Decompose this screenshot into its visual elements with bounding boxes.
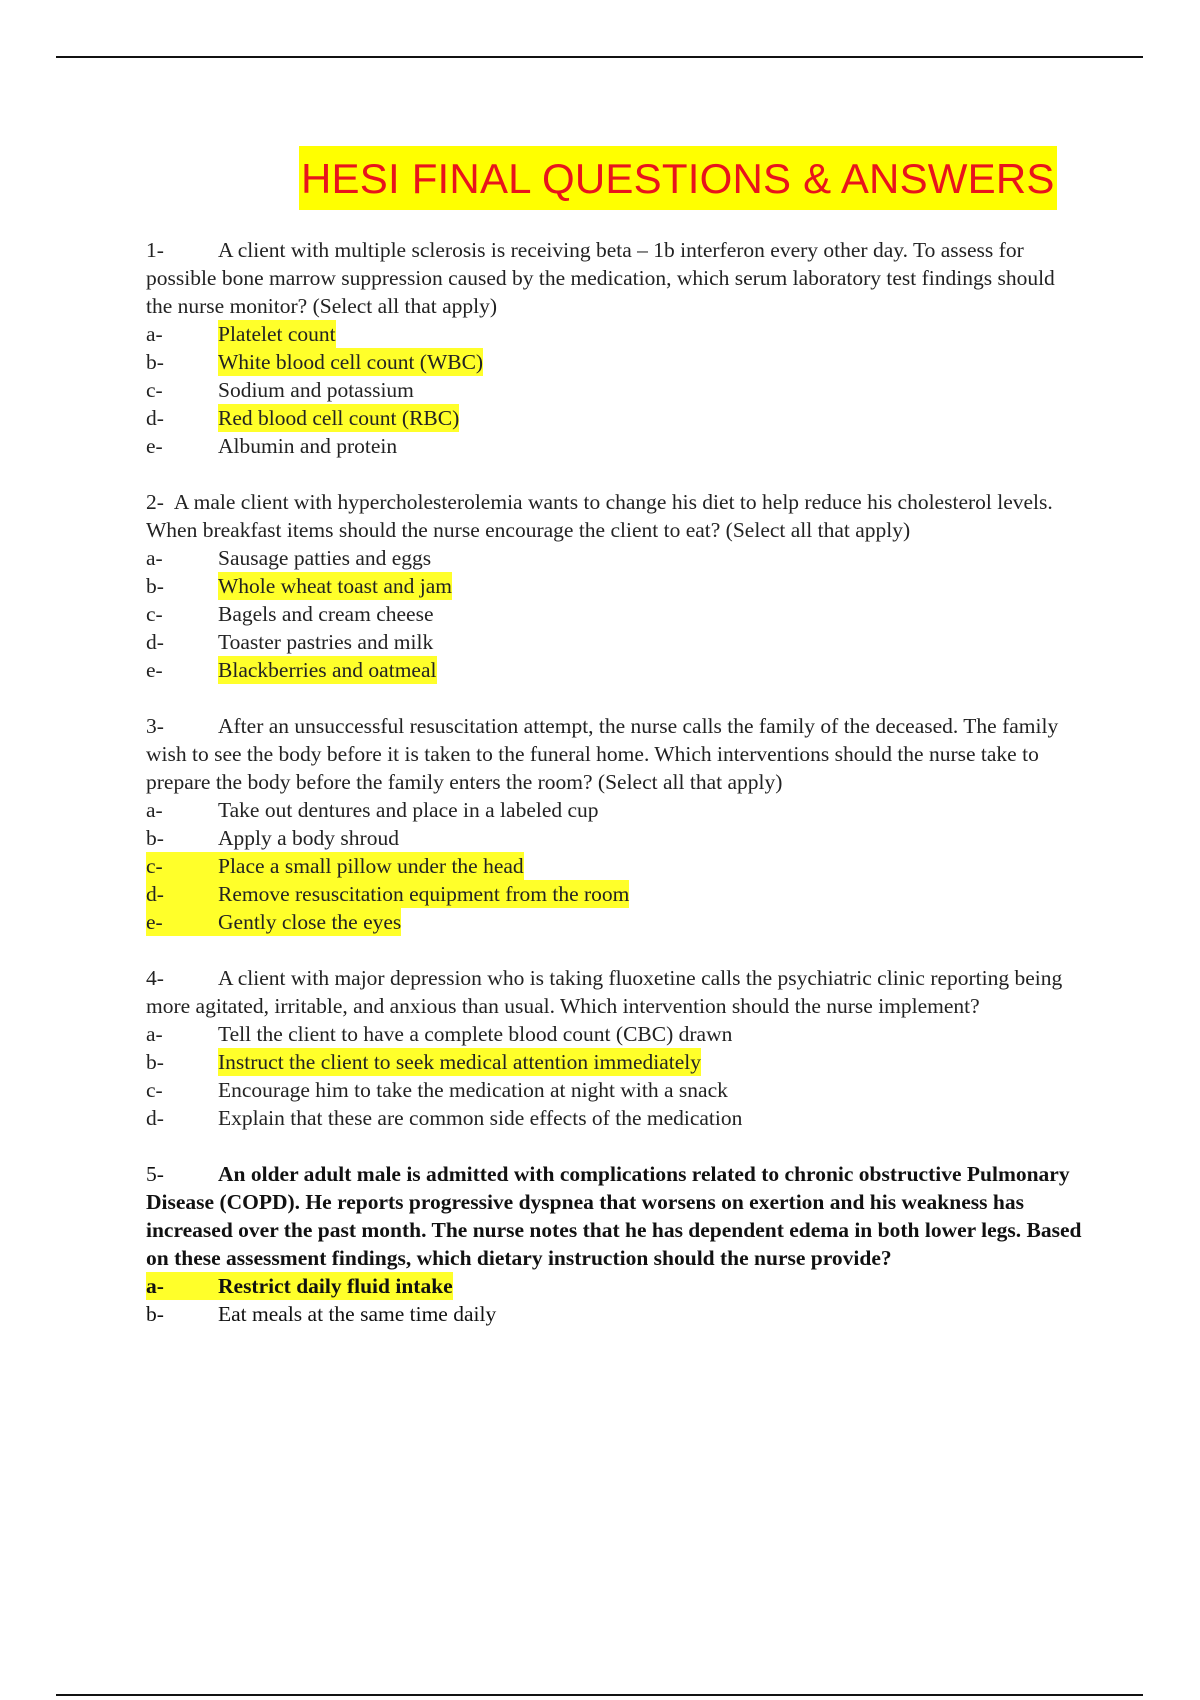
question-number: 4- xyxy=(146,966,164,990)
option-letter: c- xyxy=(146,602,163,626)
option-c xyxy=(146,1076,1086,1104)
option-letter-highlighted: d- xyxy=(146,880,218,908)
option-text: Apply a body shroud xyxy=(218,826,399,850)
option-text: Toaster pastries and milk xyxy=(218,630,434,654)
option-letter: c- xyxy=(146,378,163,402)
question-text: An older adult male is admitted with complications related to chronic obstructive Pulmonary Disease (COPD). He reports progressive dyspnea that worsens on exertion and his weakness has increased over the past month. The nurse notes that he has dependent edema in both lower legs. Based on these assessment findings, which dietary instruction should the nurse provide? xyxy=(146,1162,1082,1270)
option-text-highlighted: Red blood cell count (RBC) xyxy=(218,406,460,430)
option-text-highlighted: Platelet count xyxy=(218,322,336,346)
option-letter: a- xyxy=(146,1022,163,1046)
option-letter-highlighted: c- xyxy=(146,852,218,880)
option-e xyxy=(146,908,1086,936)
option-text-highlighted: Place a small pillow under the head xyxy=(218,854,524,878)
option-text: Bagels and cream cheese xyxy=(218,602,434,626)
option-letter: a- xyxy=(146,322,163,346)
option-letter: b- xyxy=(146,350,164,374)
question-number: 3- xyxy=(146,714,164,738)
option-letter-highlighted: a- xyxy=(146,1272,218,1300)
option-letter-highlighted: e- xyxy=(146,908,218,936)
bottom-rule xyxy=(56,1694,1143,1696)
question-1 xyxy=(146,236,1086,460)
question-number: 5- xyxy=(146,1162,164,1186)
option-b xyxy=(146,824,1086,852)
question-text: After an unsuccessful resuscitation attempt, the nurse calls the family of the deceased. The family wish to see the body before it is taken to the funeral home. Which interventions should the nurse take to prepare the body before the family enters the room? (Select all that apply) xyxy=(146,714,1059,794)
option-c xyxy=(146,600,1086,628)
option-letter: b- xyxy=(146,1050,164,1074)
option-text-highlighted: Whole wheat toast and jam xyxy=(218,574,453,598)
option-text-highlighted: Restrict daily fluid intake xyxy=(218,1274,453,1298)
option-d xyxy=(146,1104,1086,1132)
option-e xyxy=(146,432,1086,460)
option-text: Albumin and protein xyxy=(218,434,398,458)
option-e xyxy=(146,656,1086,684)
option-d xyxy=(146,880,1086,908)
option-letter: a- xyxy=(146,546,163,570)
option-letter: e- xyxy=(146,434,163,458)
option-text: Encourage him to take the medication at night with a snack xyxy=(218,1078,728,1102)
option-text-highlighted: White blood cell count (WBC) xyxy=(218,350,484,374)
question-2 xyxy=(146,488,1086,684)
document-body xyxy=(146,236,1086,1356)
option-c xyxy=(146,376,1086,404)
option-text: Sodium and potassium xyxy=(218,378,414,402)
question-text: A male client with hypercholesterolemia wants to change his diet to help reduce his cholesterol levels. When breakfast items should the nurse encourage the client to eat? (Select all that apply) xyxy=(146,490,1053,542)
option-letter: d- xyxy=(146,630,164,654)
option-text: Tell the client to have a complete blood count (CBC) drawn xyxy=(218,1022,733,1046)
option-b xyxy=(146,572,1086,600)
option-text-highlighted: Remove resuscitation equipment from the room xyxy=(218,882,630,906)
option-text: Explain that these are common side effects of the medication xyxy=(218,1106,743,1130)
option-letter: b- xyxy=(146,1302,164,1326)
question-4 xyxy=(146,964,1086,1132)
option-letter: c- xyxy=(146,1078,163,1102)
option-b xyxy=(146,1048,1086,1076)
option-c xyxy=(146,852,1086,880)
question-text: A client with major depression who is taking fluoxetine calls the psychiatric clinic reporting being more agitated, irritable, and anxious than usual. Which intervention should the nurse implement? xyxy=(146,966,1063,1018)
title-block xyxy=(299,146,1057,210)
option-a xyxy=(146,320,1086,348)
option-letter: d- xyxy=(146,406,164,430)
option-letter: e- xyxy=(146,658,163,682)
question-3 xyxy=(146,712,1086,936)
option-d xyxy=(146,628,1086,656)
option-b xyxy=(146,348,1086,376)
question-number: 2- xyxy=(146,490,164,514)
option-a xyxy=(146,544,1086,572)
document-title: HESI FINAL QUESTIONS & ANSWERS xyxy=(299,146,1057,210)
option-letter: d- xyxy=(146,1106,164,1130)
option-a xyxy=(146,1020,1086,1048)
top-rule xyxy=(56,56,1143,58)
option-text-highlighted: Gently close the eyes xyxy=(218,910,402,934)
option-d xyxy=(146,404,1086,432)
question-5 xyxy=(146,1160,1086,1328)
option-text: Eat meals at the same time daily xyxy=(218,1302,497,1326)
option-text: Sausage patties and eggs xyxy=(218,546,432,570)
option-letter: a- xyxy=(146,798,163,822)
option-text-highlighted: Blackberries and oatmeal xyxy=(218,658,437,682)
option-letter: b- xyxy=(146,826,164,850)
option-letter: b- xyxy=(146,574,164,598)
question-text: A client with multiple sclerosis is receiving beta – 1b interferon every other day. To assess for possible bone marrow suppression caused by the medication, which serum laboratory test findings should the nurse monitor? (Select all that apply) xyxy=(146,238,1055,318)
option-a xyxy=(146,796,1086,824)
option-text-highlighted: Instruct the client to seek medical attention immediately xyxy=(218,1050,701,1074)
option-text: Take out dentures and place in a labeled cup xyxy=(218,798,599,822)
option-a xyxy=(146,1272,1086,1300)
option-b xyxy=(146,1300,1086,1328)
question-number: 1- xyxy=(146,238,164,262)
